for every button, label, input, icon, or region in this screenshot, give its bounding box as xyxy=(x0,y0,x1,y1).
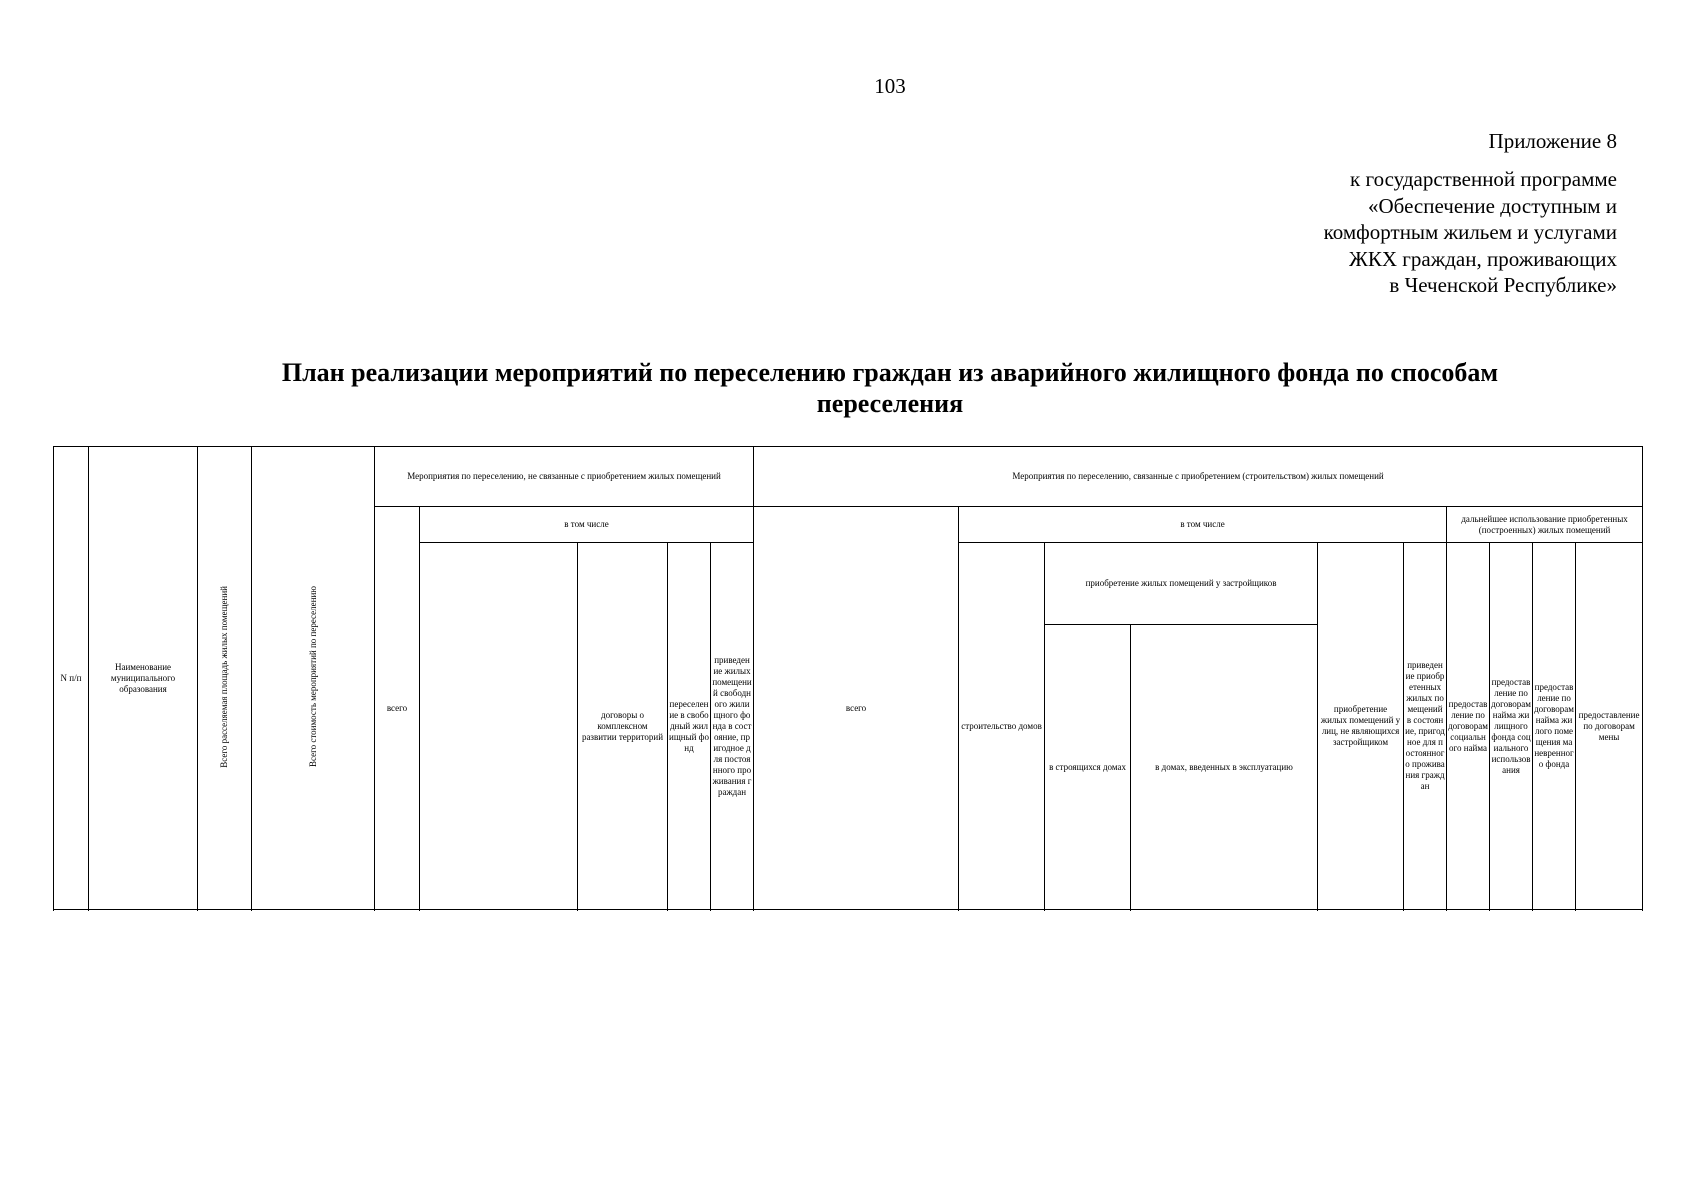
document-title-line: переселения xyxy=(816,389,964,418)
header-g1-bringing: приведение жилых помещений свободного жилищного фонда в состояние, пригодное для постоянного проживания граждан xyxy=(711,543,754,910)
appendix-ref-line: в Чеченской Республике» xyxy=(1389,273,1617,297)
header-municipality: Наименование муниципального образования xyxy=(89,447,198,910)
document-title-line: План реализации мероприятий по переселению граждан из аварийного жилищного фонда по способам xyxy=(281,358,1499,387)
header-g2-acq-developers: приобретение жилых помещений у застройщиков xyxy=(1045,543,1318,625)
header-g1-blank xyxy=(420,543,578,910)
appendix-ref-line: к государственной программе xyxy=(1350,167,1617,191)
header-total-cost-text: Всего стоимость мероприятий по переселению xyxy=(307,586,318,767)
appendix-ref-line: комфортным жильем и услугами xyxy=(1323,220,1617,244)
header-g2-rent-maneuverable: предоставление по договорам найма жилого помещения маневренного фонда xyxy=(1533,543,1576,910)
header-total-area xyxy=(198,447,252,910)
header-g1-total: всего xyxy=(375,507,420,910)
header-group-acquisition: Мероприятия по переселению, связанные с приобретением (строительством) жилых помещений xyxy=(754,447,1643,507)
header-g1-contracts: договоры о комплексном развитии территорий xyxy=(578,543,668,910)
header-g2-bringing-acquired: приведение приобретенных жилых помещений в состояние, пригодное для постоянного проживания граждан xyxy=(1404,543,1447,910)
header-g1-including: в том числе xyxy=(420,507,754,543)
header-g2-total: всего xyxy=(754,507,959,910)
header-g2-under-construction: в строящихся домах xyxy=(1045,625,1131,910)
appendix-label: Приложение 8 xyxy=(1488,129,1617,153)
header-g2-exchange: предоставление по договорам мены xyxy=(1576,543,1643,910)
page-number: 103 xyxy=(874,74,906,98)
header-g2-construction: строительство домов xyxy=(959,543,1045,910)
header-row-number: N п/п xyxy=(54,447,89,910)
header-g2-social-rent: предоставление по договорам социального найма xyxy=(1447,543,1490,910)
appendix-ref-line: «Обеспечение доступным и xyxy=(1368,193,1617,218)
header-total-cost xyxy=(252,447,375,910)
appendix-reference xyxy=(1237,166,1617,299)
appendix-ref-line: ЖКХ граждан, проживающих xyxy=(1349,246,1617,271)
header-g2-commissioned: в домах, введенных в эксплуатацию xyxy=(1131,625,1318,910)
header-g2-including: в том числе xyxy=(959,507,1447,543)
header-g1-free-stock: переселение в свободный жилищный фонд xyxy=(668,543,711,910)
header-group-not-acquisition: Мероприятия по переселению, не связанные с приобретением жилых помещений xyxy=(375,447,754,507)
document-title xyxy=(200,357,1580,419)
header-total-area-text: Всего расселяемая площадь жилых помещений xyxy=(219,585,229,768)
header-g2-further-use: дальнейшее использование приобретенных (построенных) жилых помещений xyxy=(1447,507,1643,543)
header-g2-rent-social-use: предоставление по договорам найма жилищного фонда социального использования xyxy=(1490,543,1533,910)
header-g2-acq-non-developers: приобретение жилых помещений у лиц, не являющихся застройщиком xyxy=(1318,543,1404,910)
resettlement-plan-table xyxy=(53,446,1643,910)
